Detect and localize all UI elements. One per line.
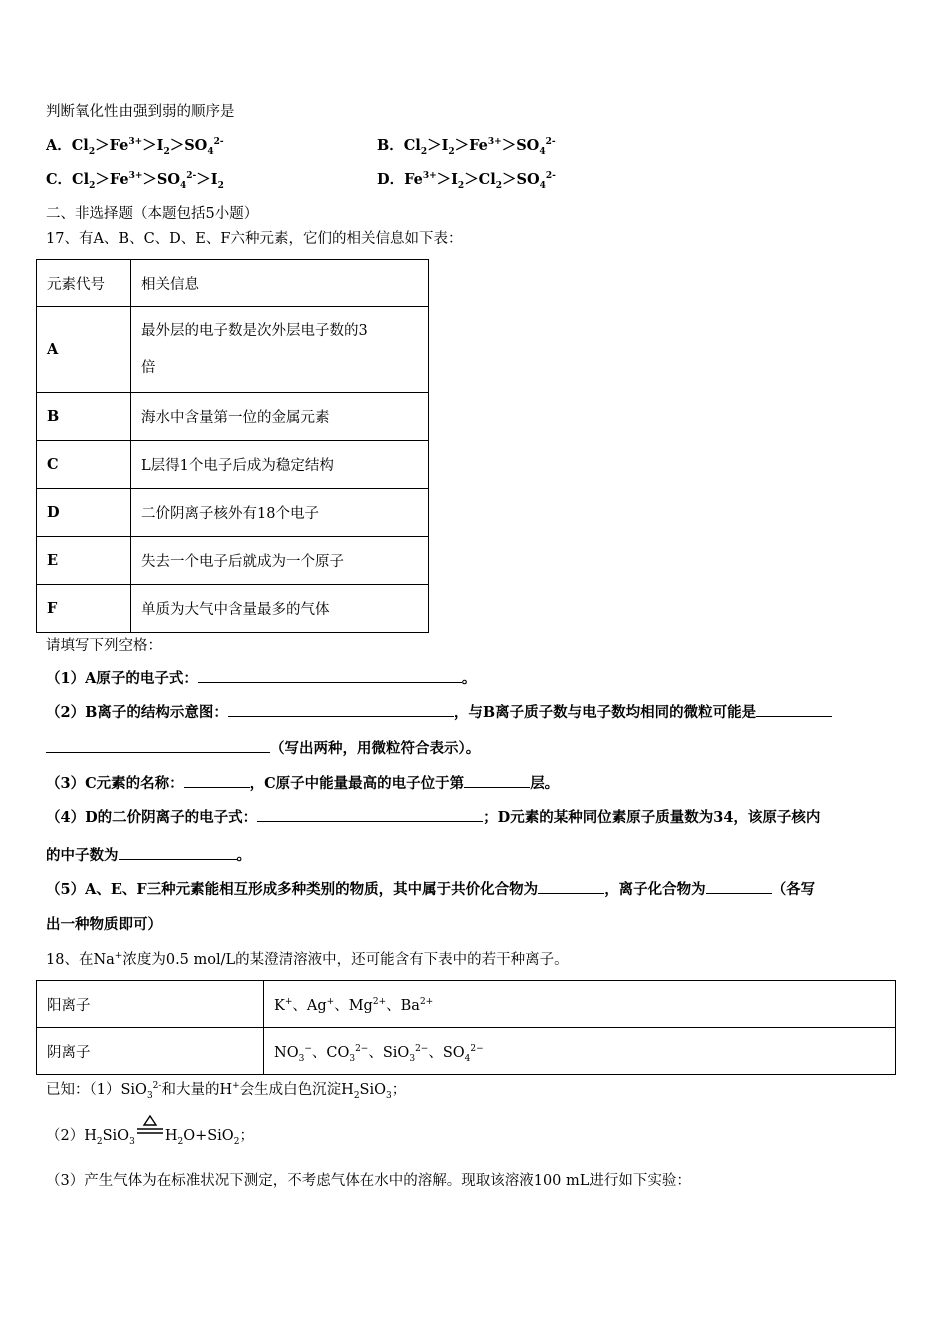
fill-prompt: 请填写下列空格： — [46, 638, 162, 654]
table-row — [37, 585, 429, 633]
table-header-row — [37, 260, 429, 307]
q16-option-b[interactable]: B．$Cl_2>I_2>Fe^{3+}>SO_4^{2-}$ — [377, 137, 556, 157]
answer-blank[interactable] — [198, 668, 462, 683]
answer-blank[interactable] — [756, 702, 832, 717]
q16-option-d[interactable]: D．$Fe^{3+}>I_2>Cl_2>SO_4^{2-}$ — [377, 171, 556, 191]
table-row — [37, 393, 429, 441]
answer-blank[interactable] — [46, 738, 270, 753]
row-code: A — [37, 307, 131, 393]
answer-blank[interactable] — [538, 879, 604, 894]
cation-values: K+、Ag+、$Mg^{2+}$、$Ba^{2+}$ — [264, 981, 896, 1028]
header-code: 元素代号 — [37, 260, 131, 307]
delta-icon — [135, 1114, 165, 1140]
element-info-table — [36, 259, 429, 633]
anion-label: 阴离子 — [37, 1028, 264, 1075]
q17-part5: （5）A、E、F三种元素能相互形成多种类别的物质，其中属于共价化合物为 ，离子化合物为 （各写 — [46, 881, 816, 898]
row-info: 二价阴离子核外有18个电子 — [131, 489, 429, 537]
q17-part5-line2: 出一种物质即可） — [46, 916, 162, 933]
q17-stem: 17、有A、B、C、D、E、F六种元素，它们的相关信息如下表： — [46, 231, 463, 247]
q18-stem: 18、在Na+浓度为0.5 mol/L的某澄清溶液中，还可能含有下表中的若干种离子。 — [46, 951, 569, 968]
row-code: E — [37, 537, 131, 585]
q16-stem: 判断氧化性由强到弱的顺序是 — [46, 104, 235, 120]
answer-blank[interactable] — [257, 807, 483, 822]
heat-equals-sign — [135, 1126, 165, 1142]
q16-option-a[interactable]: A．$Cl_2>Fe^{3+}>I_2>SO_4^{2-}$ — [46, 137, 224, 157]
row-info: 最外层的电子数是次外层电子数的3 倍 — [131, 307, 429, 393]
row-info: 海水中含量第一位的金属元素 — [131, 393, 429, 441]
row-info: L层得1个电子后成为稳定结构 — [131, 441, 429, 489]
row-code: F — [37, 585, 131, 633]
q16-option-c[interactable]: C．$Cl_2>Fe^{3+}>SO_4^{2-}>I_2$ — [46, 171, 224, 191]
answer-blank[interactable] — [228, 702, 454, 717]
q17-part2-line2: （写出两种，用微粒符合表示）。 — [46, 738, 480, 759]
answer-blank[interactable] — [706, 879, 772, 894]
row-code: C — [37, 441, 131, 489]
q17-part4-line2: 的中子数为 。 — [46, 847, 251, 864]
q18-known1: 已知：（1）SiO$_3^{2-}$和大量的H+会生成白色沉淀$H_2SiO_3$； — [46, 1081, 407, 1101]
ion-table — [36, 980, 896, 1075]
q17-part4: （4）D的二价阴离子的电子式： ；D元素的某种同位素原子质量数为34，该原子核内 — [46, 809, 821, 826]
q17-part1: （1）A原子的电子式： 。 — [46, 670, 477, 687]
answer-blank[interactable] — [464, 773, 530, 788]
table-row — [37, 489, 429, 537]
table-row — [37, 441, 429, 489]
table-row — [37, 981, 896, 1028]
table-row — [37, 307, 429, 393]
section-heading: 二、非选择题（本题包括5小题） — [46, 206, 259, 222]
row-info: 失去一个电子后就成为一个原子 — [131, 537, 429, 585]
row-code: B — [37, 393, 131, 441]
row-code: D — [37, 489, 131, 537]
anion-values: $NO_3^-$、$CO_3^{2-}$、SiO$_3^{2-}$、$SO_4^{2-}$ — [264, 1028, 896, 1075]
table-row — [37, 1028, 896, 1075]
header-info: 相关信息 — [131, 260, 429, 307]
q17-part2: （2）B离子的结构示意图： ，与B离子质子数与电子数均相同的微粒可能是 — [46, 702, 832, 723]
cation-label: 阳离子 — [37, 981, 264, 1028]
q17-part3: （3）C元素的名称： ，C原子中能量最高的电子位于第 层。 — [46, 775, 560, 792]
row-info: 单质为大气中含量最多的气体 — [131, 585, 429, 633]
answer-blank[interactable] — [184, 773, 250, 788]
q18-known3: （3）产生气体为在标准状况下测定，不考虑气体在水中的溶解。现取该溶液100 mL进行如下实验： — [46, 1173, 691, 1189]
table-row — [37, 537, 429, 585]
answer-blank[interactable] — [119, 845, 237, 860]
q18-known2: $(2)H_2SiO_3$ $H_2O+SiO_2$； — [46, 1126, 254, 1146]
